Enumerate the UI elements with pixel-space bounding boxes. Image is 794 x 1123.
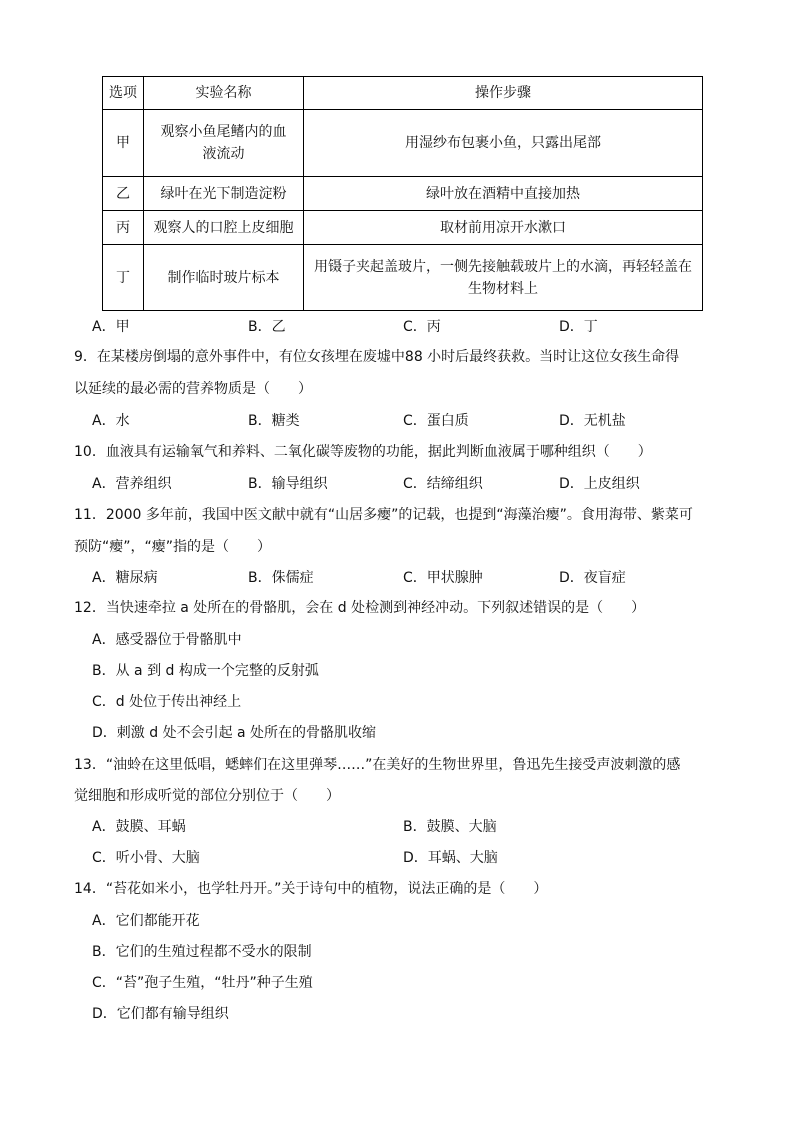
q10-option-b[interactable]: B．输导组织 [248,476,328,492]
table-cell-steps: 用镊子夹起盖玻片，一侧先接触载玻片上的水滴，再轻轻盖在生物材料上 [304,245,703,311]
table-cell-option: 甲 [103,110,144,177]
q14-option-a[interactable]: A．它们都能开花 [92,913,200,929]
table-cell-option: 乙 [103,177,144,211]
q13-option-c[interactable]: C．听小骨、大脑 [92,850,200,866]
q10-stem-line1: 10．血液具有运输氧气和养料、二氧化碳等废物的功能，据此判断血液属于哪种组织（ ） [74,444,652,460]
table-cell-name: 绿叶在光下制造淀粉 [144,177,304,211]
q14-option-c[interactable]: C．“苔”孢子生殖，“牡丹”种子生殖 [92,975,313,991]
q13-option-a[interactable]: A．鼓膜、耳蜗 [92,819,186,835]
q13-option-d[interactable]: D．耳蜗、大脑 [403,850,498,866]
q11-stem-line2: 预防“瘿”，“瘿”指的是（ ） [74,539,272,555]
q13-option-b[interactable]: B．鼓膜、大脑 [403,819,497,835]
q9-stem-line1: 9．在某楼房倒塌的意外事件中，有位女孩埋在废墟中88 小时后最终获救。当时让这位女孩生命得 [74,349,680,365]
q9-stem-line2: 以延续的最必需的营养物质是（ ） [74,381,312,397]
table-cell-option: 丙 [103,211,144,245]
q12-option-d[interactable]: D．刺激 d 处不会引起 a 处所在的骨骼肌收缩 [92,725,377,741]
table-header: 实验名称 [144,77,304,110]
q12-option-b[interactable]: B．从 a 到 d 构成一个完整的反射弧 [92,663,319,679]
q8-option-d[interactable]: D．丁 [559,319,598,335]
table-row [103,177,703,211]
q11-option-b[interactable]: B．侏儒症 [248,570,314,586]
table-header-row [103,77,703,110]
q14-stem-line1: 14．“苔花如米小，也学牡丹开。”关于诗句中的植物，说法正确的是（ ） [74,881,548,897]
q12-option-c[interactable]: C．d 处位于传出神经上 [92,694,242,710]
q11-option-d[interactable]: D．夜盲症 [559,570,626,586]
table-cell-option: 丁 [103,245,144,311]
q11-option-c[interactable]: C．甲状腺肿 [403,570,483,586]
experiment-table [102,76,703,311]
table-header: 操作步骤 [304,77,703,110]
q12-option-a[interactable]: A．感受器位于骨骼肌中 [92,632,242,648]
table-row [103,245,703,311]
q12-stem-line1: 12．当快速牵拉 a 处所在的骨骼肌，会在 d 处检测到神经冲动。下列叙述错误的是（ ） [74,600,646,616]
table-cell-name: 观察小鱼尾鳍内的血液流动 [144,110,304,177]
q9-option-c[interactable]: C．蛋白质 [403,413,469,429]
q8-option-c[interactable]: C．丙 [403,319,441,335]
table-header: 选项 [103,77,144,110]
q10-option-d[interactable]: D．上皮组织 [559,476,640,492]
q8-option-a[interactable]: A．甲 [92,319,130,335]
table-cell-steps: 用湿纱布包裹小鱼，只露出尾部 [304,110,703,177]
q14-option-d[interactable]: D．它们都有输导组织 [92,1006,229,1022]
table-cell-name: 制作临时玻片标本 [144,245,304,311]
q13-stem-line2: 觉细胞和形成听觉的部位分别位于（ ） [74,788,340,804]
q14-option-b[interactable]: B．它们的生殖过程都不受水的限制 [92,944,312,960]
q13-stem-line1: 13．“油蛉在这里低唱，蟋蟀们在这里弹琴……”在美好的生物世界里，鲁迅先生接受声波刺激的感 [74,757,681,773]
q8-option-b[interactable]: B．乙 [248,319,286,335]
table-row [103,211,703,245]
table-cell-name: 观察人的口腔上皮细胞 [144,211,304,245]
q9-option-d[interactable]: D．无机盐 [559,413,626,429]
q9-option-b[interactable]: B．糖类 [248,413,300,429]
table-cell-steps: 取材前用凉开水漱口 [304,211,703,245]
q9-option-a[interactable]: A．水 [92,413,130,429]
q11-stem-line1: 11．2000 多年前，我国中医文献中就有“山居多瘿”的记载，也提到“海藻治瘿”。食用海带、紫菜可 [74,507,693,523]
q10-option-a[interactable]: A．营养组织 [92,476,172,492]
table-cell-steps: 绿叶放在酒精中直接加热 [304,177,703,211]
table-row [103,110,703,177]
q11-option-a[interactable]: A．糖尿病 [92,570,158,586]
q10-option-c[interactable]: C．结缔组织 [403,476,483,492]
